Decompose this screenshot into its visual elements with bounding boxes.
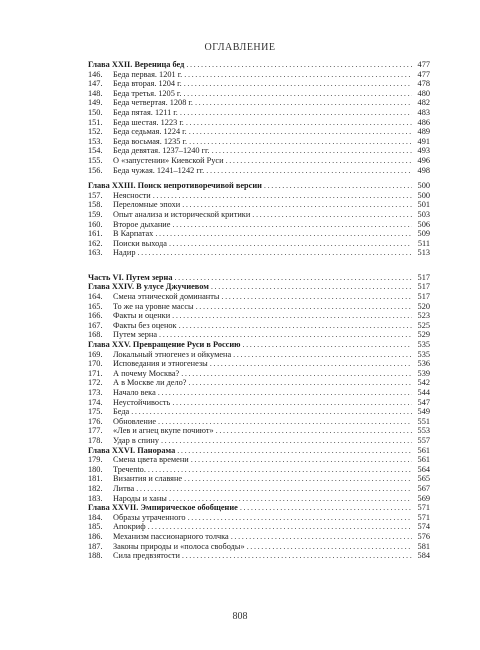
toc-entry-title: Удар в спину (113, 435, 159, 445)
toc-entry (88, 311, 430, 321)
dot-leader (169, 494, 412, 504)
toc-entry-page: 571 (417, 512, 430, 522)
dot-leader (184, 474, 412, 484)
toc-entry-number: 185. (88, 522, 103, 532)
toc-entry (88, 127, 430, 137)
toc-entry-number: 169. (88, 349, 103, 359)
dot-leader (174, 273, 412, 283)
toc-entry-title: Сила предвзятости (113, 551, 180, 561)
toc-entry (88, 137, 430, 147)
toc-chapter-heading (88, 181, 430, 191)
section-gap (88, 258, 430, 273)
toc-entry-title: Глава XXIV. В улусе Джучиевом (88, 282, 209, 292)
toc-entry-page: 477 (417, 69, 430, 79)
toc-entry-title: Путем зерна (113, 330, 158, 340)
dot-leader (206, 166, 412, 176)
dot-leader (158, 388, 412, 398)
toc-entry-page: 571 (417, 503, 430, 513)
toc-entry-title: Глава XXVII. Эмпирическое обобщение (88, 503, 238, 513)
toc-entry (88, 359, 430, 369)
toc-entry (88, 494, 430, 504)
toc-entry-page: 483 (417, 107, 430, 117)
toc-entry-page: 517 (417, 282, 430, 292)
toc-entry-page: 542 (417, 378, 430, 388)
toc-entry-number: 166. (88, 311, 103, 321)
dot-leader (148, 522, 412, 532)
dot-leader (191, 455, 412, 465)
toc-entry-title: Беда пятая. 1211 г. (113, 107, 178, 117)
toc-entry-page: 574 (417, 522, 430, 532)
toc-entry-number: 147. (88, 79, 103, 89)
toc-entry-page: 536 (417, 359, 430, 369)
toc-entry-number: 188. (88, 551, 103, 561)
dot-leader (189, 137, 412, 147)
toc-entry-page: 576 (417, 531, 430, 541)
toc-entry-title: В Карпатах (113, 229, 154, 239)
toc-entry-number: 146. (88, 69, 103, 79)
toc-entry-number: 149. (88, 98, 103, 108)
toc-entry-page: 525 (417, 320, 430, 330)
toc-entry-title: Смена этнической доминанты (113, 292, 220, 302)
toc-entry-page: 544 (417, 388, 430, 397)
dot-leader (186, 60, 412, 70)
toc-entry-title: Глава XXVI. Панорама (88, 445, 176, 455)
toc-entry-page: 529 (417, 330, 430, 340)
toc-entry-title: Факты без оценок (113, 320, 177, 330)
toc-entry (88, 229, 430, 239)
toc-entry-page: 493 (417, 146, 430, 156)
dot-leader (226, 156, 412, 166)
toc-entry-number: 160. (88, 219, 103, 229)
dot-leader (189, 127, 412, 137)
toc-entry-page: 482 (417, 98, 430, 108)
toc-entry-title: Часть VI. Путем зерна (88, 272, 173, 282)
toc-entry (88, 302, 430, 312)
toc-entry-title: Начало века (113, 388, 156, 397)
dot-leader (188, 513, 412, 523)
dot-leader (153, 191, 412, 201)
toc-entry-page: 557 (417, 435, 430, 445)
toc-entry-number: 150. (88, 107, 103, 117)
toc-entry (88, 551, 430, 561)
toc-entry-title: Неясности (113, 190, 151, 200)
toc-entry (88, 166, 430, 176)
dot-leader (186, 118, 412, 128)
toc-entry-number: 187. (88, 541, 103, 551)
toc-entry-number: 161. (88, 229, 103, 239)
toc-entry-page: 581 (417, 541, 430, 551)
toc-entry-page: 565 (417, 474, 430, 484)
toc-entry-number: 158. (88, 200, 103, 210)
dot-leader (172, 398, 412, 408)
toc-entry-page: 496 (417, 155, 430, 165)
dot-leader (264, 181, 412, 191)
dot-leader (137, 248, 412, 258)
toc-entry-number: 157. (88, 190, 103, 200)
toc-entry-page: 549 (417, 407, 430, 417)
toc-entry-number: 148. (88, 88, 103, 98)
toc-entry-title: Образы утраченного (113, 512, 186, 522)
dot-leader (182, 551, 412, 561)
toc-entry-title: Глава XXII. Вереница бед (88, 60, 185, 69)
toc-entry-number: 181. (88, 474, 103, 484)
toc-entry-title: Исповедания и этногенезы (113, 359, 208, 369)
toc-entry-number: 180. (88, 464, 103, 474)
toc-entry-title: Народы и ханы (113, 493, 167, 503)
toc-entry-title: Беда первая. 1201 г. (113, 69, 183, 79)
toc-entry-number: 172. (88, 378, 103, 388)
toc-entry-page: 551 (417, 416, 430, 426)
toc-entry-page: 567 (417, 483, 430, 493)
toc-entry-title: Беда девятая. 1237–1240 гг. (113, 146, 210, 156)
toc-entry-page: 584 (417, 551, 430, 561)
toc-entry-number: 174. (88, 397, 103, 407)
toc-entry-number: 177. (88, 426, 103, 436)
toc-entry-title: Законы природы и «полоса свободы» (113, 541, 245, 551)
dot-leader (148, 465, 412, 475)
dot-leader (172, 220, 412, 230)
toc-entry (88, 388, 430, 398)
toc-chapter-heading (88, 340, 430, 350)
toc-entry-title: Опыт анализа и исторической критики (113, 209, 251, 219)
toc-entry-title: Апокриф (113, 522, 146, 532)
toc-entry-page: 535 (417, 340, 430, 350)
dot-leader (240, 503, 412, 513)
toc-entry (88, 532, 430, 542)
dot-leader (136, 484, 412, 494)
toc-entry-title: Второе дыхание (113, 219, 171, 229)
toc-entry-number: 162. (88, 238, 103, 248)
dot-leader (183, 89, 412, 99)
toc-entry-title: Беда чужая. 1241–1242 гг. (113, 165, 205, 175)
running-header: ОГЛАВЛЕНИЕ (204, 42, 276, 53)
toc-entry-title: Глава XXV. Превращение Руси в Россию (88, 340, 241, 350)
toc-entry (88, 455, 430, 465)
toc-entry (88, 513, 430, 523)
toc-entry-page: 489 (417, 127, 430, 137)
dot-leader (195, 98, 412, 108)
toc-entry (88, 484, 430, 494)
toc-entry-title: Обновление (113, 416, 156, 426)
dot-leader (233, 350, 412, 360)
toc-entry-page: 503 (417, 209, 430, 219)
toc-entry-page: 561 (417, 445, 430, 455)
toc-entry-number: 152. (88, 127, 103, 137)
toc-entry (88, 191, 430, 201)
dot-leader (182, 200, 412, 210)
toc-entry-number: 153. (88, 136, 103, 146)
toc-entry-page: 561 (417, 455, 430, 465)
toc-entry (88, 292, 430, 302)
toc-entry-page: 539 (417, 368, 430, 378)
dot-leader (242, 340, 412, 350)
toc-entry-page: 478 (417, 79, 430, 89)
toc-entry (88, 522, 430, 532)
toc-entry-page: 535 (417, 349, 430, 359)
toc-entry-title: Глава XXIII. Поиск непротиворечивой версии (88, 181, 262, 191)
toc-entry-number: 178. (88, 435, 103, 445)
dot-leader (131, 407, 412, 417)
toc-entry (88, 200, 430, 210)
toc-entry-title: Византия и славяне (113, 474, 183, 484)
toc-entry-page: 501 (417, 200, 430, 210)
toc-entry-number: 184. (88, 512, 103, 522)
toc-entry-title: То же на уровне массы (113, 301, 194, 311)
toc-entry-title: Литва (113, 483, 135, 493)
toc-entry-page: 506 (417, 219, 430, 229)
toc-entry-number: 154. (88, 146, 103, 156)
toc-entry-title: А в Москве ли дело? (113, 378, 187, 388)
toc-entry (88, 70, 430, 80)
dot-leader (179, 321, 412, 331)
toc-entry (88, 146, 430, 156)
toc-entry (88, 89, 430, 99)
toc-entry-title: Надир (113, 248, 136, 258)
dot-leader (231, 532, 412, 542)
dot-leader (216, 426, 412, 436)
dot-leader (161, 436, 412, 446)
toc-entry-title: Тречento. (113, 464, 146, 474)
toc-entry-number: 179. (88, 455, 103, 465)
page-number: 808 (232, 611, 248, 622)
toc-entry-title: «Лев и агнец вкупе почиют» (113, 426, 214, 436)
dot-leader (247, 542, 412, 552)
dot-leader (181, 369, 412, 379)
toc-entry-page: 564 (417, 464, 430, 474)
toc-entry-page: 509 (417, 229, 430, 239)
toc-entry (88, 156, 430, 166)
toc-entry-number: 168. (88, 330, 103, 340)
toc-entry-page: 517 (417, 292, 430, 302)
toc-entry-page: 486 (417, 117, 430, 127)
toc-entry-number: 175. (88, 407, 103, 417)
toc-entry-title: Беда третья. 1205 г. (113, 88, 182, 98)
toc-chapter-heading (88, 503, 430, 513)
table-of-contents (88, 60, 430, 561)
toc-entry-number: 159. (88, 209, 103, 219)
toc-entry-title: Смена цвета времени (113, 455, 189, 465)
dot-leader (155, 229, 412, 239)
toc-entry-title: А почему Москва? (113, 368, 180, 378)
toc-entry-title: О «запустении» Киевской Руси (113, 155, 224, 165)
toc-entry-page: 491 (417, 136, 430, 146)
toc-entry (88, 407, 430, 417)
toc-entry (88, 398, 430, 408)
toc-entry-number: 183. (88, 493, 103, 503)
toc-entry (88, 98, 430, 108)
dot-leader (221, 292, 412, 302)
dot-leader (169, 239, 412, 249)
toc-entry-page: 500 (417, 190, 430, 200)
toc-entry-page: 498 (417, 165, 430, 175)
toc-entry (88, 465, 430, 475)
toc-entry-title: Переломные эпохи (113, 200, 181, 210)
toc-entry-page: 569 (417, 493, 430, 503)
toc-entry-number: 176. (88, 416, 103, 426)
toc-entry-title: Беда седьмая. 1224 г. (113, 127, 187, 137)
toc-entry-page: 477 (417, 60, 430, 69)
toc-entry-number: 151. (88, 117, 103, 127)
toc-entry-page: 520 (417, 301, 430, 311)
toc-entry-title: Неустойчивость (113, 397, 171, 407)
toc-entry-title: Беда четвертая. 1208 г. (113, 98, 193, 108)
toc-entry (88, 474, 430, 484)
toc-entry-page: 500 (417, 181, 430, 191)
toc-entry-title: Локальный этногенез и ойкумена (113, 349, 232, 359)
dot-leader (211, 282, 412, 292)
toc-entry-page: 513 (417, 248, 430, 258)
toc-entry-number: 165. (88, 301, 103, 311)
dot-leader (158, 417, 412, 427)
toc-entry-number: 164. (88, 292, 103, 302)
toc-entry (88, 542, 430, 552)
toc-entry-page: 547 (417, 397, 430, 407)
toc-entry (88, 330, 430, 340)
toc-entry (88, 108, 430, 118)
dot-leader (172, 311, 412, 321)
toc-entry (88, 79, 430, 89)
toc-chapter-heading (88, 282, 430, 292)
toc-entry-page: 523 (417, 311, 430, 321)
dot-leader (210, 359, 412, 369)
toc-entry-title: Механизм пассионарного толчка (113, 531, 229, 541)
toc-entry-title: Поиски выхода (113, 238, 167, 248)
toc-entry (88, 369, 430, 379)
dot-leader (177, 446, 412, 456)
toc-entry-title: Беда (113, 407, 130, 417)
dot-leader (159, 330, 412, 340)
toc-entry-number: 186. (88, 531, 103, 541)
toc-entry (88, 321, 430, 331)
dot-leader (180, 108, 412, 118)
toc-entry (88, 220, 430, 230)
toc-entry-number: 155. (88, 155, 103, 165)
toc-part-heading (88, 273, 430, 283)
dot-leader (212, 146, 412, 156)
toc-entry (88, 210, 430, 220)
toc-entry-number: 171. (88, 368, 103, 378)
dot-leader (188, 378, 412, 388)
toc-entry-number: 167. (88, 320, 103, 330)
toc-entry-title: Беда вторая. 1204 г. (113, 79, 182, 89)
toc-entry-page: 511 (417, 238, 430, 248)
toc-entry (88, 118, 430, 128)
toc-entry-page: 517 (417, 272, 430, 282)
toc-entry-number: 170. (88, 359, 103, 369)
toc-entry-number: 163. (88, 248, 103, 258)
toc-entry (88, 350, 430, 360)
toc-entry (88, 417, 430, 427)
toc-entry (88, 426, 430, 436)
dot-leader (252, 210, 412, 220)
toc-entry-title: Факты и оценки (113, 311, 171, 321)
dot-leader (184, 70, 412, 80)
toc-chapter-heading (88, 60, 430, 70)
toc-entry (88, 239, 430, 249)
toc-entry-page: 480 (417, 88, 430, 98)
toc-entry-number: 173. (88, 388, 103, 397)
toc-entry-page: 553 (417, 426, 430, 436)
toc-entry-title: Беда восьмая. 1235 г. (113, 136, 188, 146)
toc-entry-number: 182. (88, 483, 103, 493)
toc-entry-title: Беда шестая. 1223 г. (113, 117, 184, 127)
toc-entry (88, 378, 430, 388)
toc-chapter-heading (88, 446, 430, 456)
toc-entry (88, 436, 430, 446)
toc-entry-number: 156. (88, 165, 103, 175)
toc-entry (88, 248, 430, 258)
dot-leader (196, 302, 412, 312)
dot-leader (184, 79, 412, 89)
